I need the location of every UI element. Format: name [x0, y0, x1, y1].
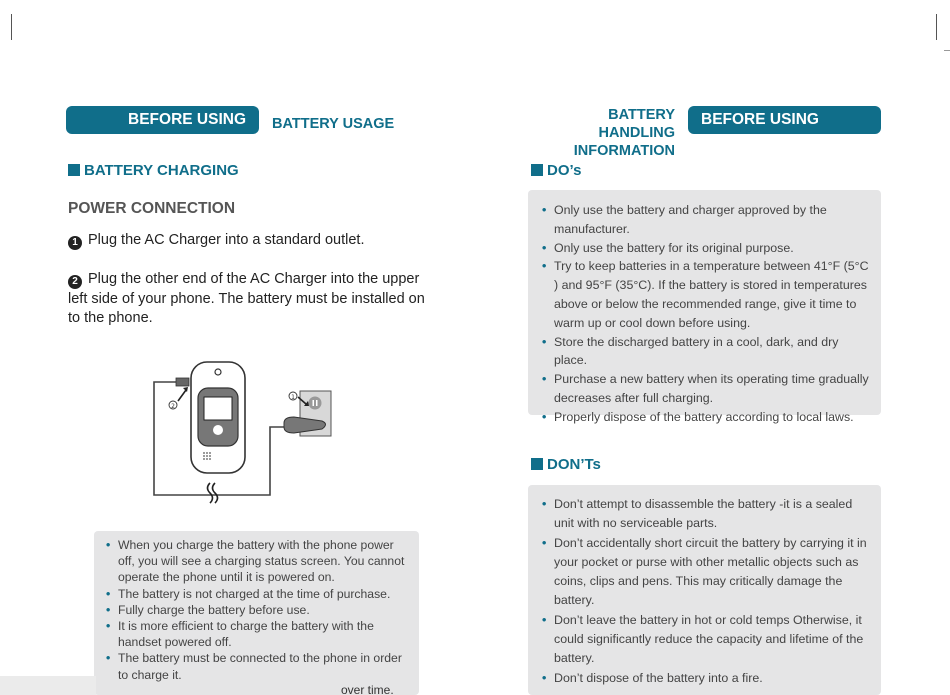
illustration-label-1: 1: [291, 394, 295, 401]
donts-heading: [531, 456, 601, 474]
note-item: • Fully charge the battery before use.: [104, 602, 413, 618]
dos-item: • Only use the battery and charger approved by the manufacturer.: [540, 201, 873, 239]
step-1-text: Plug the AC Charger into a standard outlet.: [88, 232, 365, 248]
illustration-label-2: 2: [171, 403, 175, 410]
battery-charging-heading: [68, 162, 239, 180]
before-using-tab-left: BEFORE USING: [66, 106, 259, 134]
donts-box: [528, 485, 881, 695]
dos-heading: [531, 162, 581, 180]
dos-list: [540, 201, 873, 427]
step-2: [68, 270, 428, 329]
crop-mark-right: [936, 14, 937, 40]
donts-item: • Don’t attempt to disassemble the battery -it is a sealed unit with no serviceable parts.: [540, 495, 873, 534]
dos-title: DO’s: [547, 162, 582, 179]
donts-list: [540, 495, 873, 688]
step-1: [68, 231, 428, 251]
dos-item: • Properly dispose of the battery according to local laws.: [540, 408, 873, 427]
subtitle-line-2: INFORMATION: [573, 143, 675, 159]
donts-item: • Don’t leave the battery in hot or cold temps Otherwise, it could significantly reduce the capacity and lifetime of the battery.: [540, 611, 873, 669]
step-2-text: Plug the other end of the AC Charger into the upper left side of your phone. The battery must be installed on to the phone.: [68, 271, 425, 326]
phone-charging-illustration: [148, 355, 338, 510]
charging-notes-box: [94, 531, 419, 695]
donts-item: • Don’t accidentally short circuit the battery by carrying it in your pocket or purse with other metallic objects such as coins, clips and pens. This may critically damage the battery.: [540, 534, 873, 611]
crop-mark-left: [11, 14, 12, 40]
charging-notes-list: [104, 537, 413, 683]
before-using-tab-right: BEFORE USING: [688, 106, 881, 134]
step-number-1-icon: 1: [68, 236, 82, 250]
square-bullet-icon: [531, 458, 543, 470]
donts-title: DON’Ts: [547, 456, 601, 473]
subtitle-line-1: BATTERY HANDLING: [598, 107, 675, 141]
dos-item: • Store the discharged battery in a cool, dark, and dry place.: [540, 333, 873, 371]
note-item: • The battery is not charged at the time of purchase.: [104, 586, 413, 602]
dos-item: • Purchase a new battery when its operating time gradually decreases after full charging.: [540, 370, 873, 408]
cutoff-text: over time.: [341, 683, 394, 695]
dos-item: • Only use the battery for its original purpose.: [540, 239, 873, 258]
power-connection-heading: POWER CONNECTION: [68, 200, 236, 217]
note-item: • It is more efficient to charge the battery with the handset powered off.: [104, 618, 413, 650]
battery-charging-title: BATTERY CHARGING: [84, 162, 239, 179]
square-bullet-icon: [68, 164, 80, 176]
square-bullet-icon: [531, 164, 543, 176]
donts-item: • Don’t dispose of the battery into a fire.: [540, 669, 873, 688]
note-item: • When you charge the battery with the phone power off, you will see a charging status screen. You cannot operate the phone until it is powered on.: [104, 537, 413, 586]
dos-box: [528, 190, 881, 424]
battery-usage-subtitle: BATTERY USAGE: [272, 116, 395, 132]
note-item: • The battery must be connected to the phone in order to charge it.: [104, 650, 413, 682]
crop-mark-tick: [944, 50, 950, 51]
bottom-page-strip: [0, 676, 96, 695]
battery-handling-subtitle: [528, 106, 675, 160]
step-number-2-icon: 2: [68, 275, 82, 289]
dos-item: • Try to keep batteries in a temperature between 41°F (5°C ) and 95°F (35°C). If the battery is stored in temperatures above or below the recommended range, give it time to warm up or cool down before using.: [540, 257, 873, 332]
